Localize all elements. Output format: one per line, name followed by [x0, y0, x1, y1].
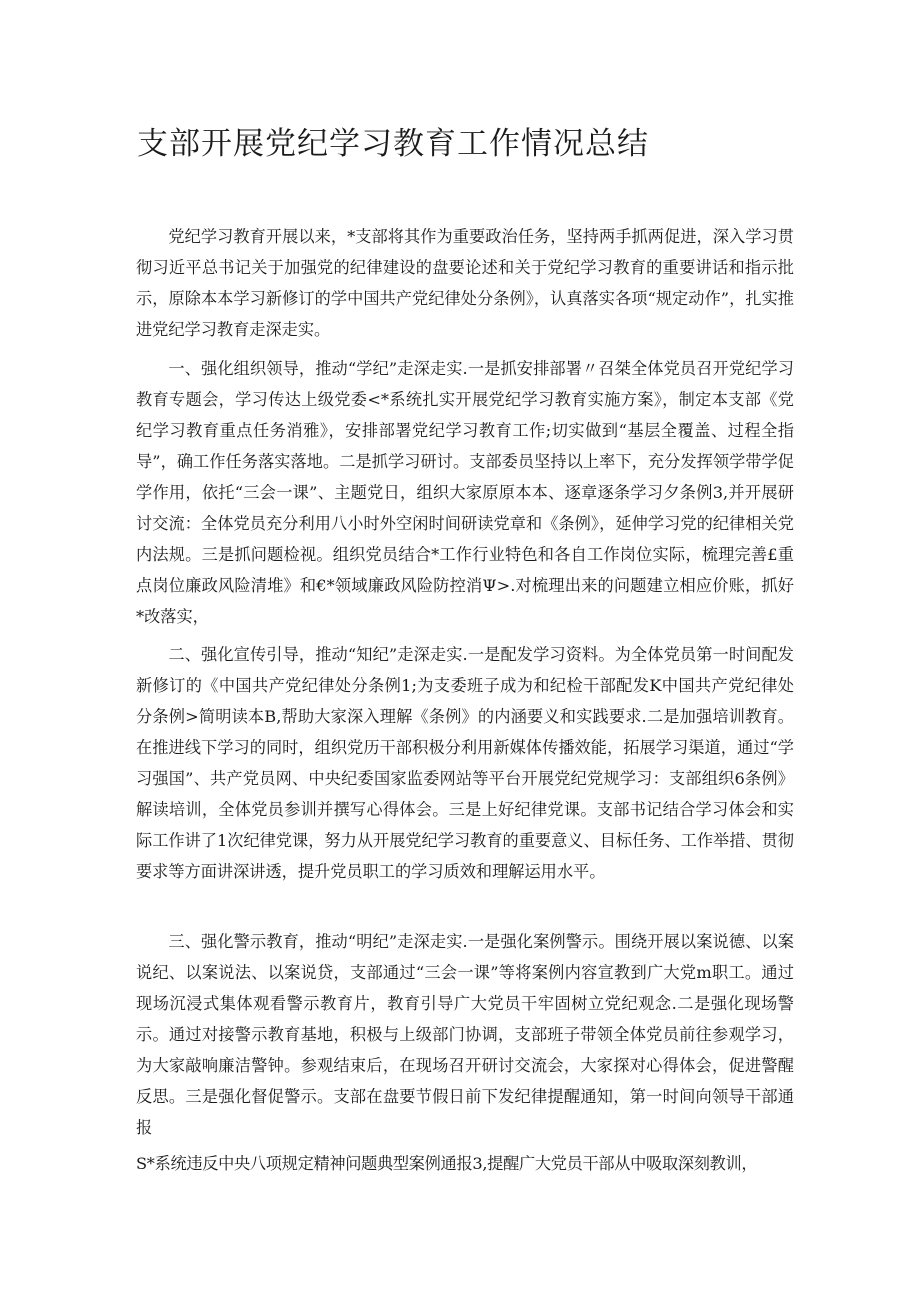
paragraph-section-2: 二、强化宣传引导，推动“知纪”走深走实.一是配发学习资料。为全体党员第一时间配发新修订的《中国共产党纪律处分条例1;为支委班子成为和纪检干部配发K中国共产党纪律处分条例>简明读本B,帮助大家深入理解《条例》的内涵要义和实践要求.二是加强培训教育。在推进线下学习的同时，组织党历干部积极分利用新媒体传播效能，拓展学习渠道，通过“学习强国”、共产党员网、中央纪委国家监委网站等平台开展党纪党规学习：支部组织6条例》解读培训，全体党员参训并撰写心得体会。三是上好纪律党课。支部书记结合学习体会和实际工作讲了1次纪律党课，努力从开展党纪学习教育的重要意义、目标任务、工作举措、贯彻要求等方面讲深讲透，提升党员职工的学习质效和理解运用水平。 [136, 645, 794, 881]
paragraph-continuation: S*系统违反中央八项规定精神问题典型案例通报3,提醒广大党员干部从中吸取深刻教训， [136, 1154, 758, 1173]
document-title: 支部开展党纪学习教育工作情况总结 [137, 126, 649, 162]
paragraph-section-3: 三、强化警示教育，推动“明纪”走深走实.一是强化案例警示。围绕开展以案说德、以案说纪、以案说法、以案说贷，支部通过“三会一课”等将案例内容宣教到广大党m职工。通过现场沉浸式集体观看警示教育片，教育引导广大党员干牢固树立党纪观念.二是强化现场警示。通过对接警示教育基地，积极与上级部门协调，支部班子带领全体党员前往参观学习，为大家敲响廉洁警钟。参观结束后，在现场召开研讨交流会，大家探对心得体会，促进警醒反思。三是强化督促警示。支部在盘要节假日前下发纪律提醒通知，第一时间向领导干部通报 [136, 932, 794, 1137]
paragraph-section-1: 一、强化组织领导，推动“学纪”走深走实.一是抓安排部署〃召桀全体党员召开党纪学习教育专题会，学习传达上级党委<*系统扎实开展党纪学习教育实施方案》，制定本支部《党纪学习教育重点任务消雅》，安排部署党纪学习教育工作;切实做到“基层全覆盖、过程全指导”，确工作任务落实落地。二是抓学习研讨。支部委员坚持以上率下，充分发挥领学带学促学作用，依托“三会一课”、主题党日，组织大家原原本本、逐章逐条学习夕条例3,并开展研讨交流：全体党员充分利用八小时外空闲时间研读党章和《条例》，延伸学习党的纪律相关党内法规。三是抓问题检视。组织党员结合*工作行业特色和各自工作岗位实际，梳理完善£重点岗位廉政风险清堆》和€*领域廉政风险防控消Ψ>.对梳理出来的问题建立相应价账，抓好*改落实， [136, 359, 794, 626]
paragraph-intro: 党纪学习教育开展以来，*支部将其作为重要政治任务，坚持两手抓两促进，深入学习贯彻习近平总书记关于加强党的纪律建设的盘要论述和关于党纪学习教育的重要讲话和指示批示，原除本本学习新修订的学中国共产党纪律处分条例》，认真落实各项“规定动作”，扎实推进党纪学习教育走深走实。 [136, 227, 794, 339]
